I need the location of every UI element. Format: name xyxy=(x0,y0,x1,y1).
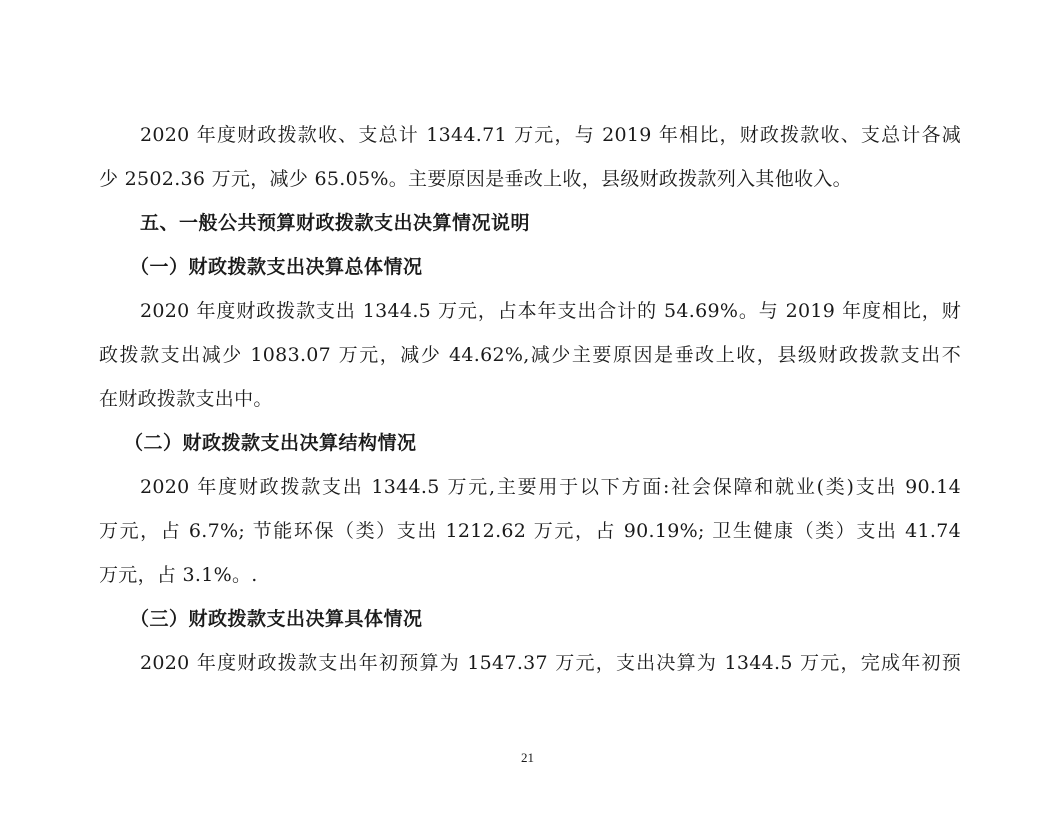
paragraph-line: 2020 年度财政拨款支出年初预算为 1547.37 万元，支出决算为 1344.5 万元，完成年初预 xyxy=(140,652,961,674)
page-number: 21 xyxy=(521,750,534,765)
subsection-heading: （三）财政拨款支出决算具体情况 xyxy=(130,608,423,630)
paragraph-line: 少 2502.36 万元，减少 65.05%。主要原因是垂改上收，县级财政拨款列入其他收入。 xyxy=(99,168,852,190)
paragraph-line: 在财政拨款支出中。 xyxy=(99,388,273,410)
paragraph-line: 万元，占 3.1%。. xyxy=(99,564,258,586)
paragraph-line: 万元，占 6.7%; 节能环保（类）支出 1212.62 万元，占 90.19%; 卫生健康（类）支出 41.74 xyxy=(99,520,961,542)
subsection-heading: （一）财政拨款支出决算总体情况 xyxy=(130,256,423,278)
paragraph-line: 2020 年度财政拨款支出 1344.5 万元，占本年支出合计的 54.69%。与 2019 年度相比，财 xyxy=(140,300,961,322)
section-heading: 五、一般公共预算财政拨款支出决算情况说明 xyxy=(140,212,531,234)
paragraph-line: 政拨款支出减少 1083.07 万元，减少 44.62%,减少主要原因是垂改上收，县级财政拨款支出不 xyxy=(99,344,961,366)
subsection-heading: （二）财政拨款支出决算结构情况 xyxy=(124,432,417,454)
paragraph-line: 2020 年度财政拨款支出 1344.5 万元,主要用于以下方面:社会保障和就业(类)支出 90.14 xyxy=(140,476,961,498)
paragraph-line: 2020 年度财政拨款收、支总计 1344.71 万元，与 2019 年相比，财政拨款收、支总计各减 xyxy=(140,124,961,146)
